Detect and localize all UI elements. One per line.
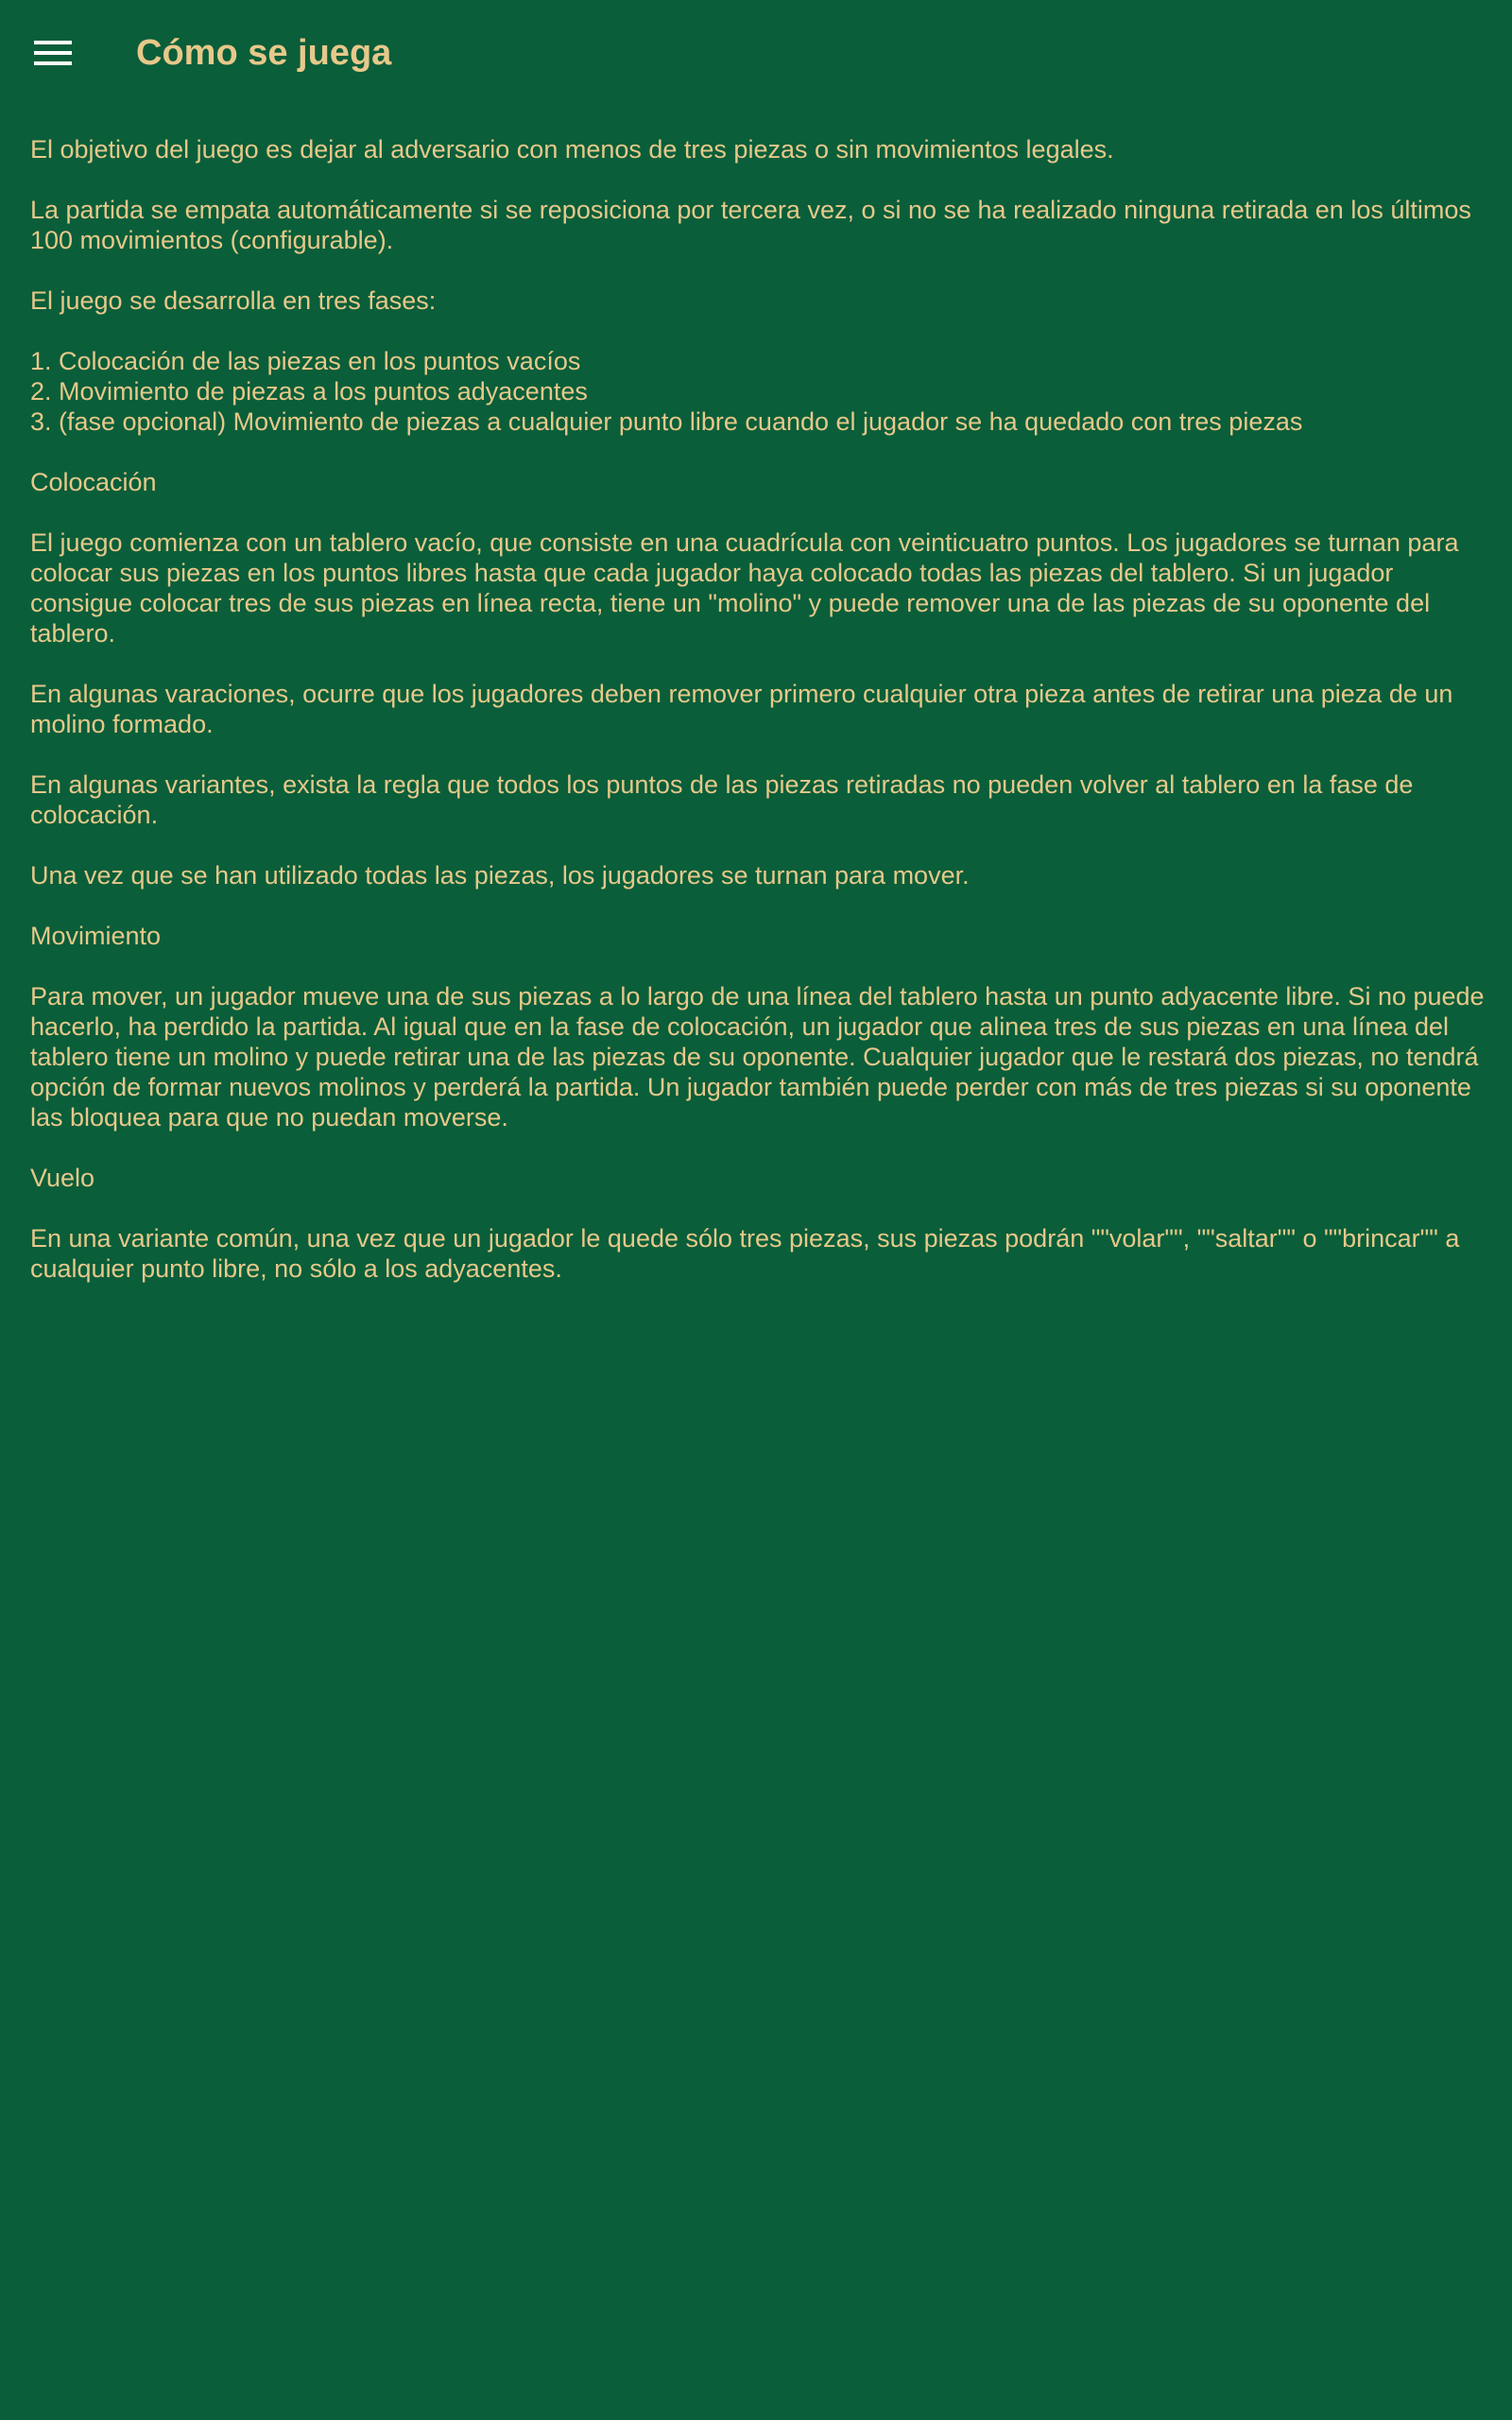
hamburger-menu-icon <box>34 39 72 67</box>
paragraph-variation-points: En algunas variantes, exista la regla que todos los puntos de las piezas retiradas no pueden volver al tablero en la fase de colocación. <box>30 770 1414 829</box>
paragraph-phases-intro: El juego se desarrolla en tres fases: <box>30 286 437 315</box>
rules-content <box>30 134 1486 1314</box>
paragraph-turns: Una vez que se han utilizado todas las piezas, los jugadores se turnan para mover. <box>30 861 970 890</box>
paragraph-placement: El juego comienza con un tablero vacío, que consiste en una cuadrícula con veinticuatro puntos. Los jugadores se turnan para colocar sus piezas en los puntos libres hasta que cada jugador haya colocado todas las piezas del tablero. Si un jugador consigue colocar tres de sus piezas en línea recta, tiene un "molino" y puede remover una de las piezas de su oponente del tablero. <box>30 528 1459 648</box>
paragraph-objective: El objetivo del juego es dejar al adversario con menos de tres piezas o sin movimientos legales. <box>30 135 1114 164</box>
section-heading-flying: Vuelo <box>30 1164 95 1192</box>
paragraph-flying: En una variante común, una vez que un jugador le quede sólo tres piezas, sus piezas podrán ""volar"", ""saltar"" o ""brincar"" a cualquier punto libre, no sólo a los adyacentes. <box>30 1224 1460 1283</box>
app-bar <box>0 0 1512 106</box>
menu-button[interactable] <box>15 23 91 83</box>
paragraph-variation-remove: En algunas varaciones, ocurre que los jugadores deben remover primero cualquier otra pieza antes de retirar una pieza de un molino formado. <box>30 680 1453 738</box>
section-heading-movement: Movimiento <box>30 922 162 950</box>
page-title: Cómo se juega <box>136 33 392 73</box>
paragraph-movement: Para mover, un jugador mueve una de sus piezas a lo largo de una línea del tablero hasta un punto adyacente libre. Si no puede hacerlo, ha perdido la partida. Al igual que en la fase de colocación, un jugador que alinea tres de sus piezas en una línea del tablero tiene un molino y puede retirar una de las piezas de su oponente. Cualquier jugador que le restará dos piezas, no tendrá opción de formar nuevos molinos y perderá la partida. Un jugador también puede perder con más de tres piezas si su oponente las bloquea para que no puedan moverse. <box>30 982 1485 1132</box>
section-heading-placement: Colocación <box>30 468 157 496</box>
paragraph-draw-rule: La partida se empata automáticamente si se reposiciona por tercera vez, o si no se ha realizado ninguna retirada en los últimos 100 movimientos (configurable). <box>30 196 1471 254</box>
phases-list: 1. Colocación de las piezas en los puntos vacíos 2. Movimiento de piezas a los puntos adyacentes 3. (fase opcional) Movimiento de piezas a cualquier punto libre cuando el jugador se ha quedado con tres piezas <box>30 347 1303 436</box>
